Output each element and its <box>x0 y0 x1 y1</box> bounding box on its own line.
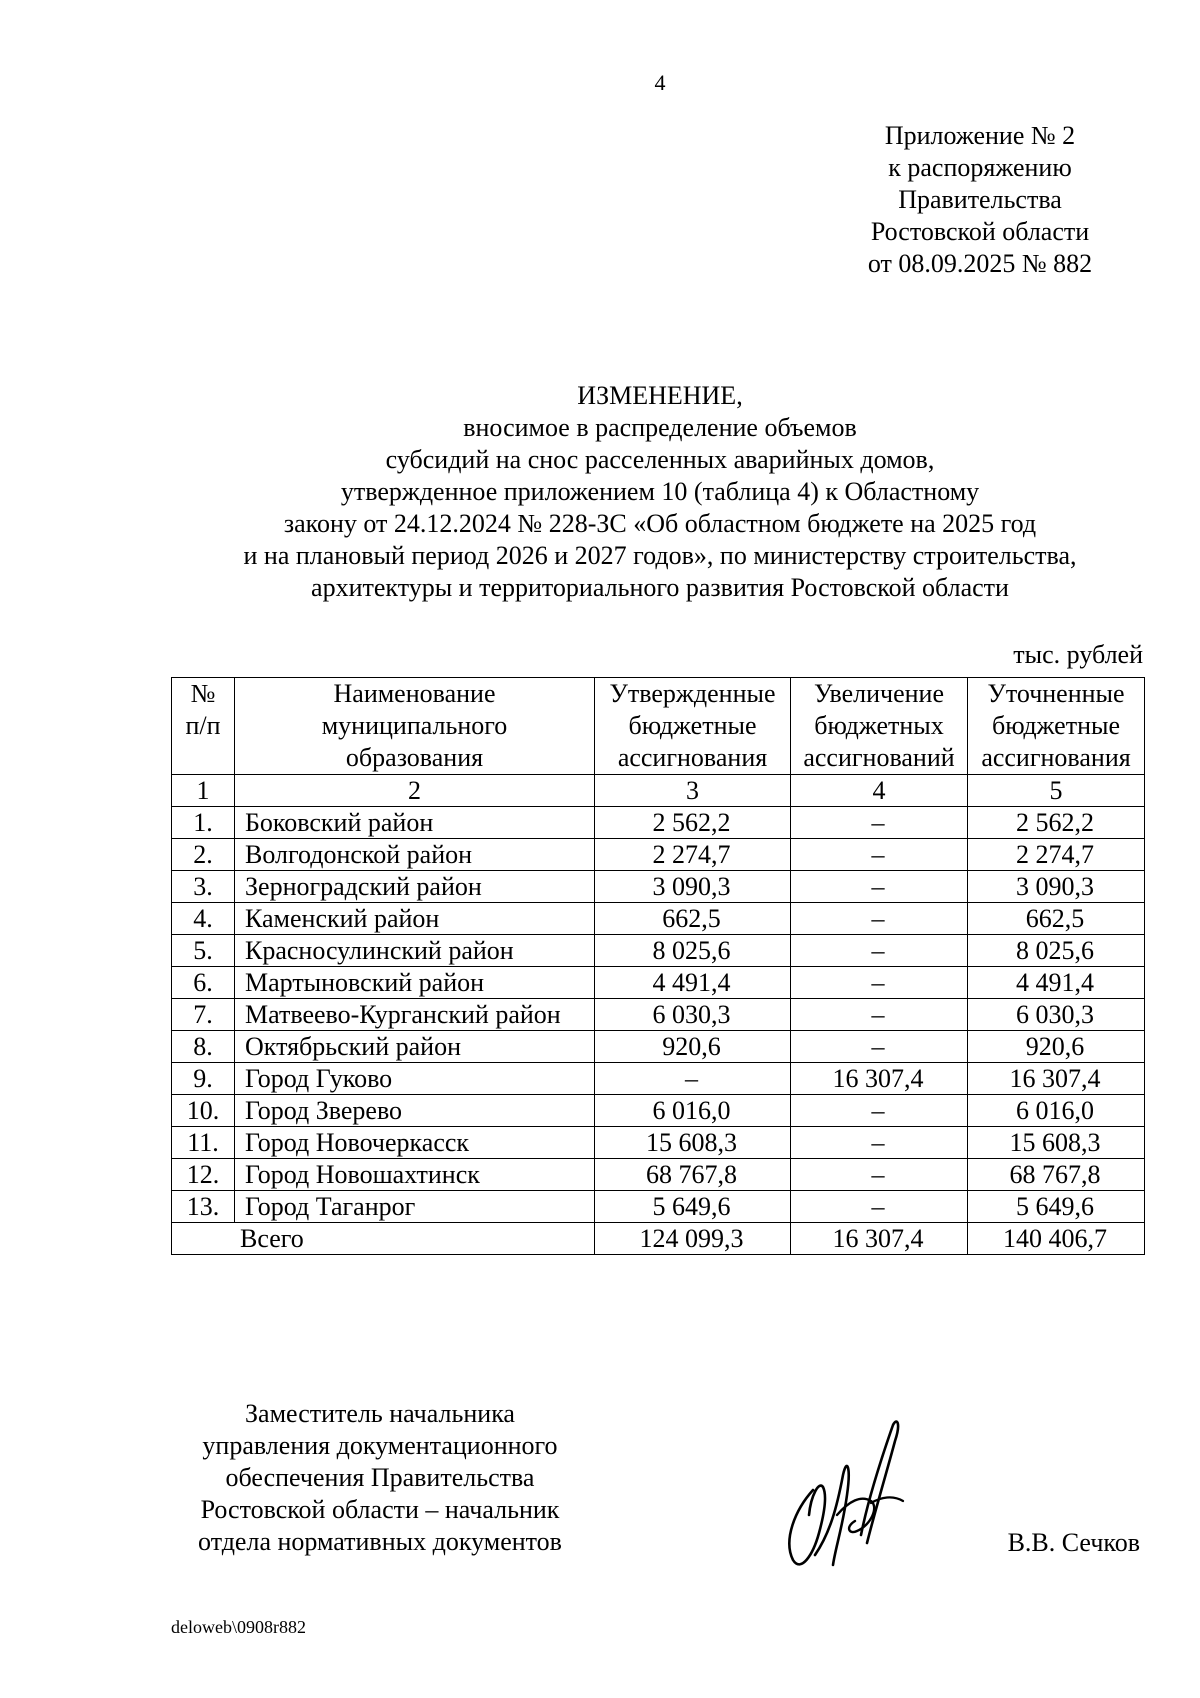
row-name: Красносулинский район <box>235 935 595 967</box>
row-name: Город Таганрог <box>235 1191 595 1223</box>
table-row <box>172 1159 1145 1191</box>
row-increase: – <box>791 1127 968 1159</box>
total-row <box>172 1223 1145 1255</box>
title-heading: ИЗМЕНЕНИЕ, <box>577 381 743 410</box>
row-name: Город Новочеркасск <box>235 1127 595 1159</box>
row-refined: 5 649,6 <box>968 1191 1145 1223</box>
row-num: 9. <box>172 1063 235 1095</box>
row-approved: 15 608,3 <box>595 1127 791 1159</box>
column-number: 1 <box>172 775 235 807</box>
table-row <box>172 935 1145 967</box>
row-num: 12. <box>172 1159 235 1191</box>
column-number: 5 <box>968 775 1145 807</box>
appendix-line: Приложение № 2 <box>884 121 1076 150</box>
row-increase: – <box>791 1191 968 1223</box>
table-row <box>172 903 1145 935</box>
units-label: тыс. рублей <box>1013 640 1143 669</box>
header-increase: Увеличение бюджетных ассигнований <box>791 678 968 775</box>
row-increase: – <box>791 807 968 839</box>
row-name: Матвеево-Курганский район <box>235 999 595 1031</box>
table-row <box>172 1191 1145 1223</box>
row-num: 8. <box>172 1031 235 1063</box>
table-row <box>172 1063 1145 1095</box>
header-approved: Утвержденные бюджетные ассигнования <box>595 678 791 775</box>
row-increase: – <box>791 1095 968 1127</box>
row-num: 13. <box>172 1191 235 1223</box>
position-line: Заместитель начальника <box>245 1399 515 1428</box>
row-num: 2. <box>172 839 235 871</box>
row-increase: – <box>791 903 968 935</box>
footer-code: deloweb\0908r882 <box>171 1617 306 1637</box>
row-refined: 662,5 <box>968 903 1145 935</box>
column-number: 2 <box>235 775 595 807</box>
appendix-line: Ростовской области <box>870 217 1090 246</box>
title-line: и на плановый период 2026 и 2027 годов», по министерству строительства, <box>243 541 1077 570</box>
row-name: Мартыновский район <box>235 967 595 999</box>
handwritten-signature <box>775 1415 915 1575</box>
table-row <box>172 1031 1145 1063</box>
row-approved: – <box>595 1063 791 1095</box>
position-line: отдела нормативных документов <box>198 1527 562 1556</box>
row-num: 10. <box>172 1095 235 1127</box>
row-num: 7. <box>172 999 235 1031</box>
total-approved: 124 099,3 <box>595 1223 791 1255</box>
row-refined: 2 562,2 <box>968 807 1145 839</box>
row-num: 5. <box>172 935 235 967</box>
total-label: Всего <box>172 1223 595 1255</box>
total-refined: 140 406,7 <box>968 1223 1145 1255</box>
column-number: 4 <box>791 775 968 807</box>
row-refined: 68 767,8 <box>968 1159 1145 1191</box>
row-num: 3. <box>172 871 235 903</box>
appendix-line: Правительства <box>898 185 1062 214</box>
table-row <box>172 1127 1145 1159</box>
row-increase: – <box>791 967 968 999</box>
signatory-position <box>150 1398 610 1558</box>
row-increase: – <box>791 839 968 871</box>
row-refined: 920,6 <box>968 1031 1145 1063</box>
title-line: субсидий на снос расселенных аварийных домов, <box>385 445 935 474</box>
row-approved: 4 491,4 <box>595 967 791 999</box>
row-num: 1. <box>172 807 235 839</box>
appendix-reference <box>830 120 1130 280</box>
row-approved: 5 649,6 <box>595 1191 791 1223</box>
column-number-row <box>172 775 1145 807</box>
table-header-row <box>172 678 1145 775</box>
table-row <box>172 807 1145 839</box>
row-refined: 2 274,7 <box>968 839 1145 871</box>
header-name: Наименование муниципального образования <box>235 678 595 775</box>
title-line: вносимое в распределение объемов <box>463 413 857 442</box>
table-row <box>172 839 1145 871</box>
row-num: 11. <box>172 1127 235 1159</box>
row-name: Боковский район <box>235 807 595 839</box>
row-increase: – <box>791 871 968 903</box>
signer-name: В.В. Сечков <box>1007 1528 1140 1557</box>
page-number: 4 <box>654 70 666 95</box>
row-refined: 4 491,4 <box>968 967 1145 999</box>
row-refined: 8 025,6 <box>968 935 1145 967</box>
row-approved: 6 016,0 <box>595 1095 791 1127</box>
row-increase: 16 307,4 <box>791 1063 968 1095</box>
row-name: Город Зверево <box>235 1095 595 1127</box>
row-approved: 2 562,2 <box>595 807 791 839</box>
row-name: Октябрьский район <box>235 1031 595 1063</box>
row-refined: 3 090,3 <box>968 871 1145 903</box>
table-row <box>172 1095 1145 1127</box>
table-row <box>172 999 1145 1031</box>
budget-table <box>171 677 1145 1255</box>
title-line: закону от 24.12.2024 № 228-ЗС «Об областном бюджете на 2025 год <box>283 509 1037 538</box>
position-line: управления документационного <box>202 1431 558 1460</box>
row-refined: 6 016,0 <box>968 1095 1145 1127</box>
title-line: архитектуры и территориального развития Ростовской области <box>311 573 1009 602</box>
column-number: 3 <box>595 775 791 807</box>
row-name: Волгодонской район <box>235 839 595 871</box>
table-row <box>172 967 1145 999</box>
total-increase: 16 307,4 <box>791 1223 968 1255</box>
row-num: 4. <box>172 903 235 935</box>
row-name: Каменский район <box>235 903 595 935</box>
row-approved: 3 090,3 <box>595 871 791 903</box>
document-title <box>160 380 1160 604</box>
row-approved: 6 030,3 <box>595 999 791 1031</box>
table-row <box>172 871 1145 903</box>
row-name: Зерноградский район <box>235 871 595 903</box>
row-name: Город Новошахтинск <box>235 1159 595 1191</box>
row-approved: 920,6 <box>595 1031 791 1063</box>
row-approved: 8 025,6 <box>595 935 791 967</box>
title-line: утвержденное приложением 10 (таблица 4) к Областному <box>340 477 980 506</box>
header-refined: Уточненные бюджетные ассигнования <box>968 678 1145 775</box>
appendix-line: к распоряжению <box>888 153 1072 182</box>
row-approved: 68 767,8 <box>595 1159 791 1191</box>
row-num: 6. <box>172 967 235 999</box>
row-refined: 6 030,3 <box>968 999 1145 1031</box>
header-num: № п/п <box>172 678 235 775</box>
position-line: Ростовской области – начальник <box>200 1495 560 1524</box>
row-approved: 662,5 <box>595 903 791 935</box>
row-increase: – <box>791 999 968 1031</box>
row-increase: – <box>791 935 968 967</box>
row-increase: – <box>791 1031 968 1063</box>
appendix-line: от 08.09.2025 № 882 <box>867 249 1093 278</box>
row-refined: 15 608,3 <box>968 1127 1145 1159</box>
row-increase: – <box>791 1159 968 1191</box>
position-line: обеспечения Правительства <box>225 1463 535 1492</box>
row-approved: 2 274,7 <box>595 839 791 871</box>
row-refined: 16 307,4 <box>968 1063 1145 1095</box>
row-name: Город Гуково <box>235 1063 595 1095</box>
